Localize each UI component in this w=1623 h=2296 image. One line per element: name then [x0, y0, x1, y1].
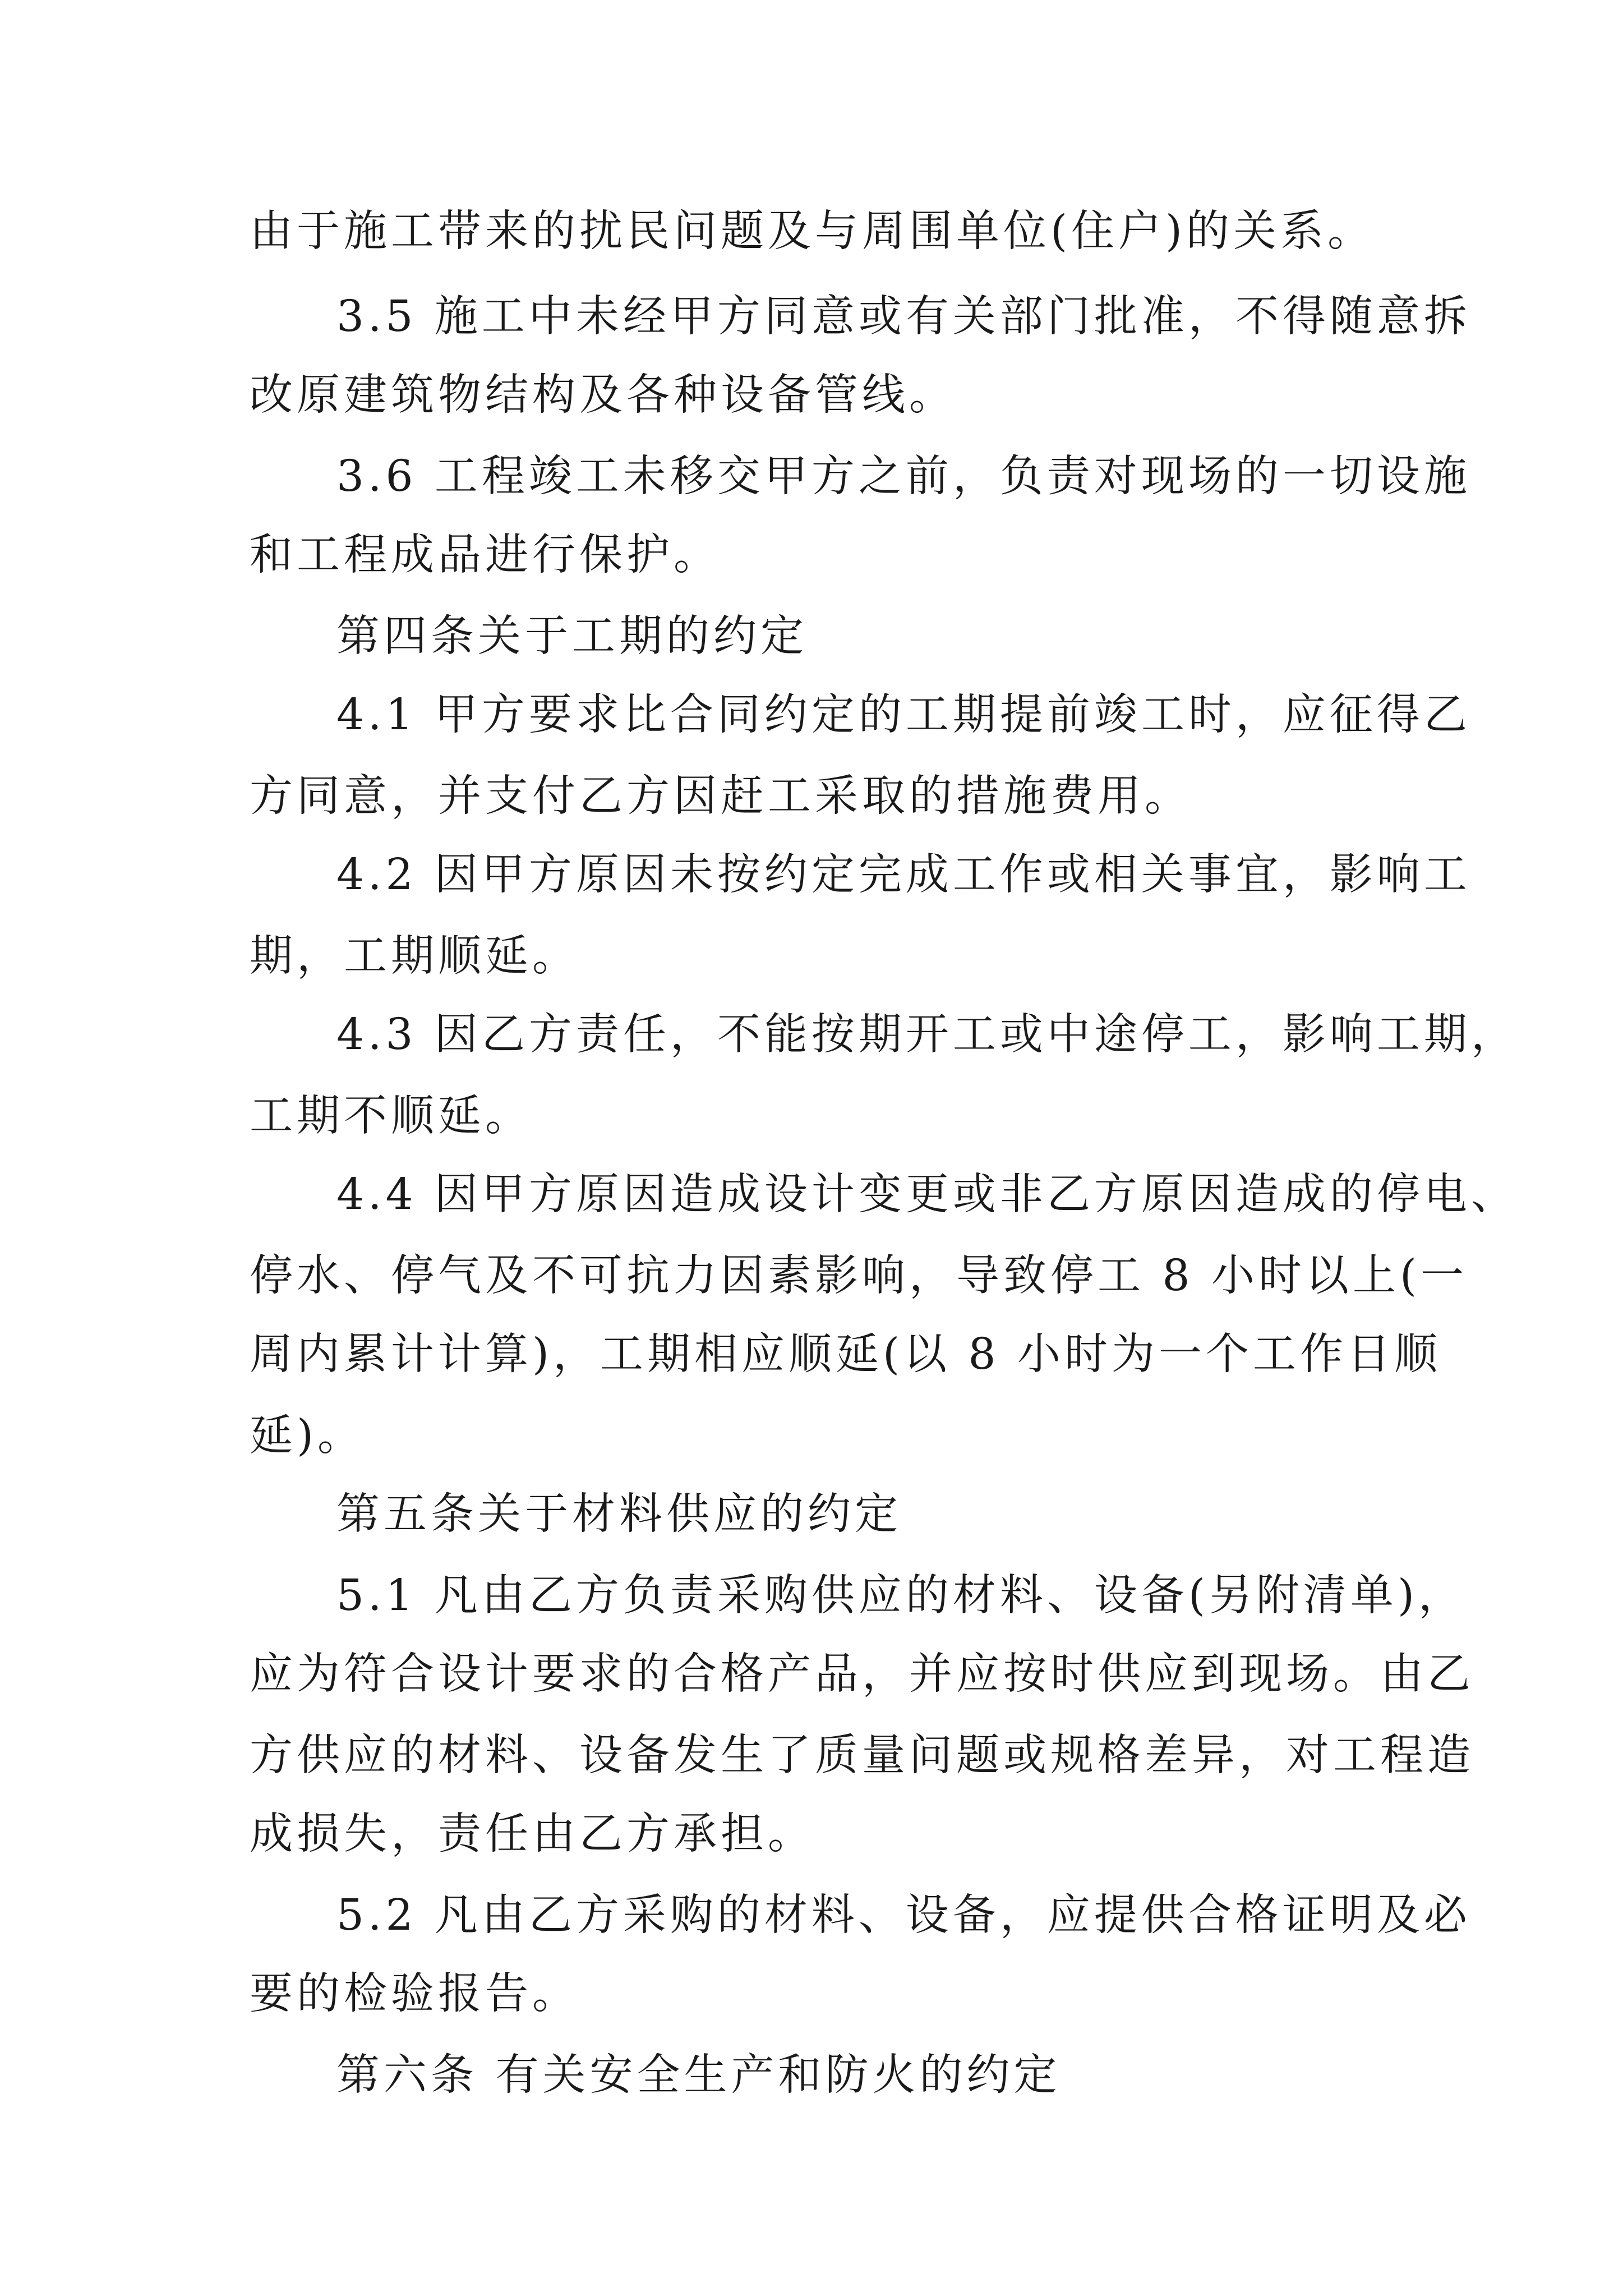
text-line: 5.2 凡由乙方采购的材料、设备，应提供合格证明及必	[336, 1890, 1471, 1940]
text-line: 要的检验报告。	[250, 1969, 579, 2019]
text-line: 方同意，并支付乙方因赶工采取的措施费用。	[250, 771, 1192, 821]
text-line: 4.4 因甲方原因造成设计变更或非乙方原因造成的停电、	[336, 1170, 1518, 1220]
text-line: 停水、停气及不可抗力因素影响，导致停工 8 小时以上(一	[250, 1251, 1468, 1301]
text-line: 期，工期顺延。	[250, 931, 579, 981]
text-line: 由于施工带来的扰民问题及与周围单位(住户)的关系。	[250, 206, 1375, 256]
text-line: 改原建筑物结构及各种设备管线。	[250, 370, 956, 420]
text-line: 3.6 工程竣工未移交甲方之前，负责对现场的一切设施	[336, 452, 1471, 501]
text-line: 应为符合设计要求的合格产品，并应按时供应到现场。由乙	[250, 1649, 1474, 1699]
text-line: 方供应的材料、设备发生了质量问题或规格差异，对工程造	[250, 1731, 1474, 1780]
text-line: 4.2 因甲方原因未按约定完成工作或相关事宜，影响工	[336, 850, 1471, 900]
text-line: 5.1 凡由乙方负责采购供应的材料、设备(另附清单)，	[336, 1571, 1466, 1621]
text-line: 4.3 因乙方责任，不能按期开工或中途停工，影响工期，	[336, 1010, 1518, 1060]
text-line: 成损失，责任由乙方承担。	[250, 1809, 815, 1859]
text-line: 和工程成品进行保护。	[250, 530, 721, 580]
text-line: 4.1 甲方要求比合同约定的工期提前竣工时，应征得乙	[336, 690, 1471, 740]
section-heading: 第五条关于材料供应的约定	[336, 1489, 902, 1539]
text-line: 延)。	[250, 1411, 365, 1461]
section-heading: 第六条 有关安全生产和防火的约定	[336, 2050, 1061, 2100]
text-line: 3.5 施工中未经甲方同意或有关部门批准，不得随意拆	[336, 292, 1471, 342]
section-heading: 第四条关于工期的约定	[336, 611, 808, 661]
text-line: 周内累计计算)，工期相应顺延(以 8 小时为一个工作日顺	[250, 1329, 1442, 1379]
text-line: 工期不顺延。	[250, 1091, 532, 1141]
